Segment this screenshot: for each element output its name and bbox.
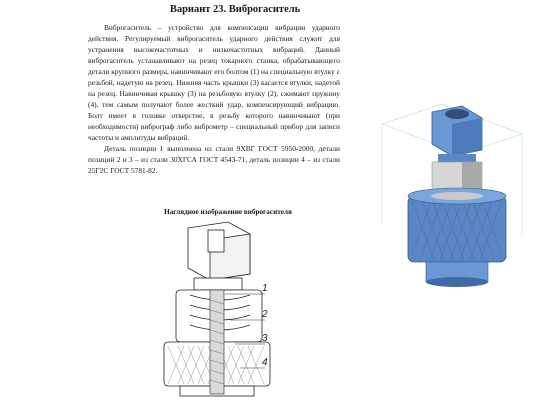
damper-3d-render (372, 84, 532, 304)
description-text (88, 22, 340, 176)
callout-1: 1 (262, 283, 268, 294)
callout-labels (240, 280, 280, 390)
callout-3: 3 (262, 333, 268, 344)
figure-caption: Наглядное изображение виброгасителя (164, 208, 292, 216)
callout-2: 2 (262, 309, 268, 320)
callout-4: 4 (262, 357, 268, 368)
description-paragraph-1: Виброгаситель – устройство для компенсации вибрации ударного действия. Регулируемый виброгаситель ударного действия служит для устранения высокочастотных и низкочастотных вибраций. Данный виброгаситель устанавливают на резец токарного станка, обрабатывающего детали крупного размера, навинчивают его болтом (1) на специальную втулку с резьбой, надетую на резец. Нижняя часть крышки (3) касается втулки, надетой на резец. Навинчивая крышку (3) на резьбовую втулку (2), сжимают пружину (4), тем самым получают более жесткий удар, компенсирующий вибрацию. Болт имеет в головке отверстие, в резьбу которого навинчивают (при необходимости) виброграф либо виброметр – специальный прибор для записи частоты и амплитуды вибраций. (88, 23, 340, 142)
description-paragraph-2: Деталь позиции 1 выполнена из стали 9ХВГ ГОСТ 5950-2000, детали позиций 2 и 3 – из стали 30ХГСА ГОСТ 4543-71, деталь позиции 4 – из стали 25Г2С ГОСТ 5781-82. (88, 144, 340, 175)
document-title: Вариант 23. Виброгаситель (169, 4, 301, 15)
